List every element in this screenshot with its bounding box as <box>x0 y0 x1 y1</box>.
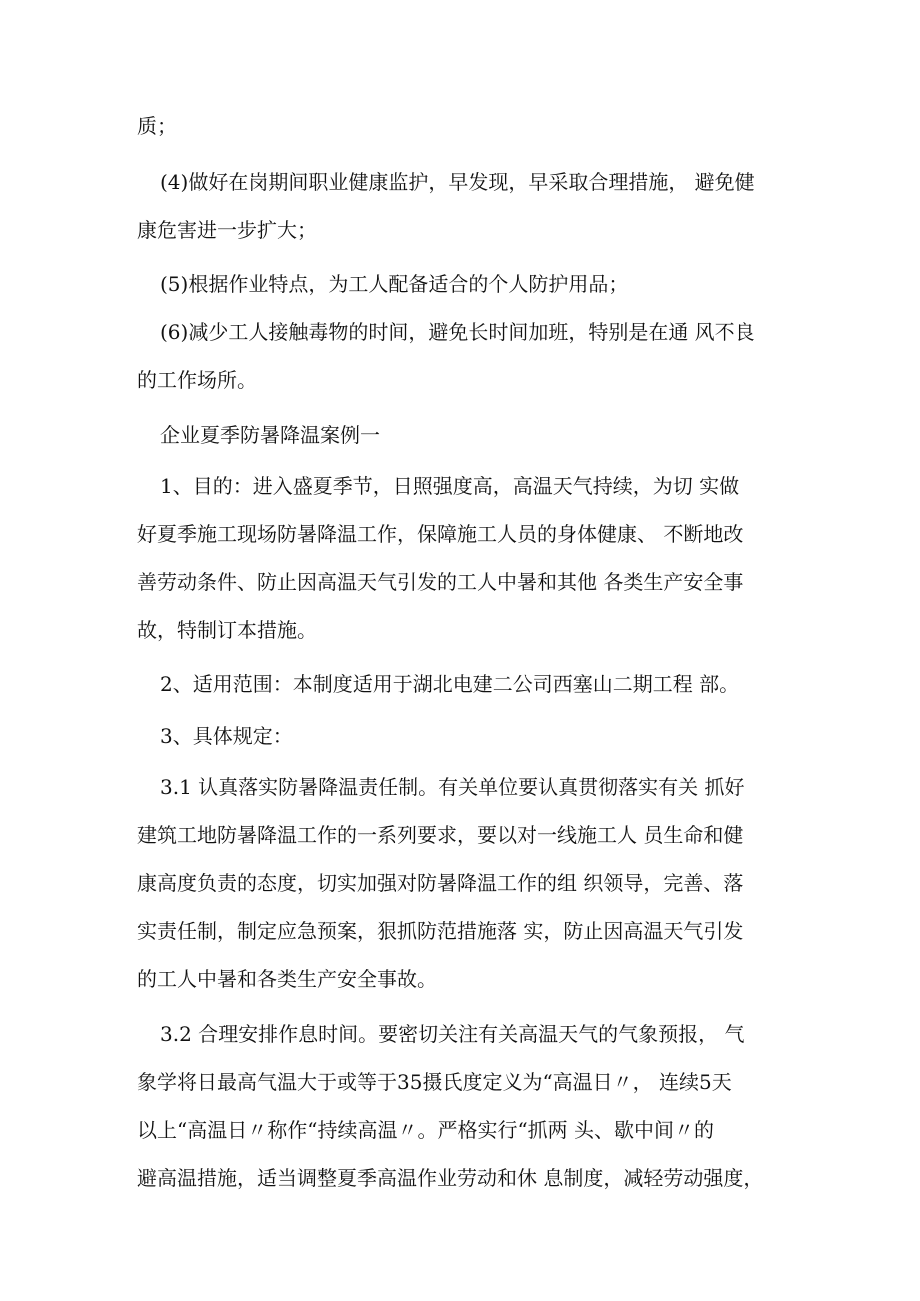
text-line: 质； <box>137 114 177 138</box>
text-line: 建筑工地防暑降温工作的一系列要求，要以对一线施工人 员生命和健 <box>137 823 744 847</box>
text-line: 1、目的：进入盛夏季节，日照强度高，高温天气持续，为切 实做 <box>160 474 740 498</box>
text-line: 3.2 合理安排作息时间。要密切关注有关高温天气的气象预报， 气 <box>160 1022 745 1046</box>
text-line: 善劳动条件、防止因高温天气引发的工人中暑和其他 各类生产安全事 <box>137 570 744 594</box>
text-line: (5)根据作业特点，为工人配备适合的个人防护用品； <box>160 272 629 296</box>
text-line: 3、具体规定： <box>160 724 293 748</box>
text-line: 康危害进一步扩大； <box>137 218 317 242</box>
text-line: 实责任制，制定应急预案，狠抓防范措施落 实，防止因高温天气引发 <box>137 919 744 943</box>
text-line: 好夏季施工现场防暑降温工作，保障施工人员的身体健康、 不断地改 <box>137 522 744 546</box>
text-line: 3.1 认真落实防暑降温责任制。有关单位要认真贯彻落实有关 抓好 <box>160 775 745 799</box>
text-line: 避高温措施，适当调整夏季高温作业劳动和休 息制度，减轻劳动强度， <box>137 1166 764 1190</box>
text-line: 象学将日最高气温大于或等于35摄氏度定义为“高温日〃， 连续5天 <box>137 1070 732 1094</box>
text-line: 2、适用范围：本制度适用于湖北电建二公司西塞山二期工程 部。 <box>160 672 740 696</box>
text-line: 的工作场所。 <box>137 368 257 392</box>
text-line: 的工人中暑和各类生产安全事故。 <box>137 967 437 991</box>
text-line: 以上“高温日〃称作“持续高温〃。严格实行“抓两 头、歇中间〃的 <box>137 1118 715 1142</box>
text-line: (6)减少工人接触毒物的时间，避免长时间加班，特别是在通 风不良 <box>160 320 755 344</box>
text-line: (4)做好在岗期间职业健康监护，早发现，早采取合理措施， 避免健 <box>160 170 755 194</box>
section-heading: 企业夏季防暑降温案例一 <box>160 423 380 447</box>
text-line: 故，特制订本措施。 <box>137 618 317 642</box>
text-line: 康高度负责的态度，切实加强对防暑降温工作的组 织领导，完善、落 <box>137 871 744 895</box>
